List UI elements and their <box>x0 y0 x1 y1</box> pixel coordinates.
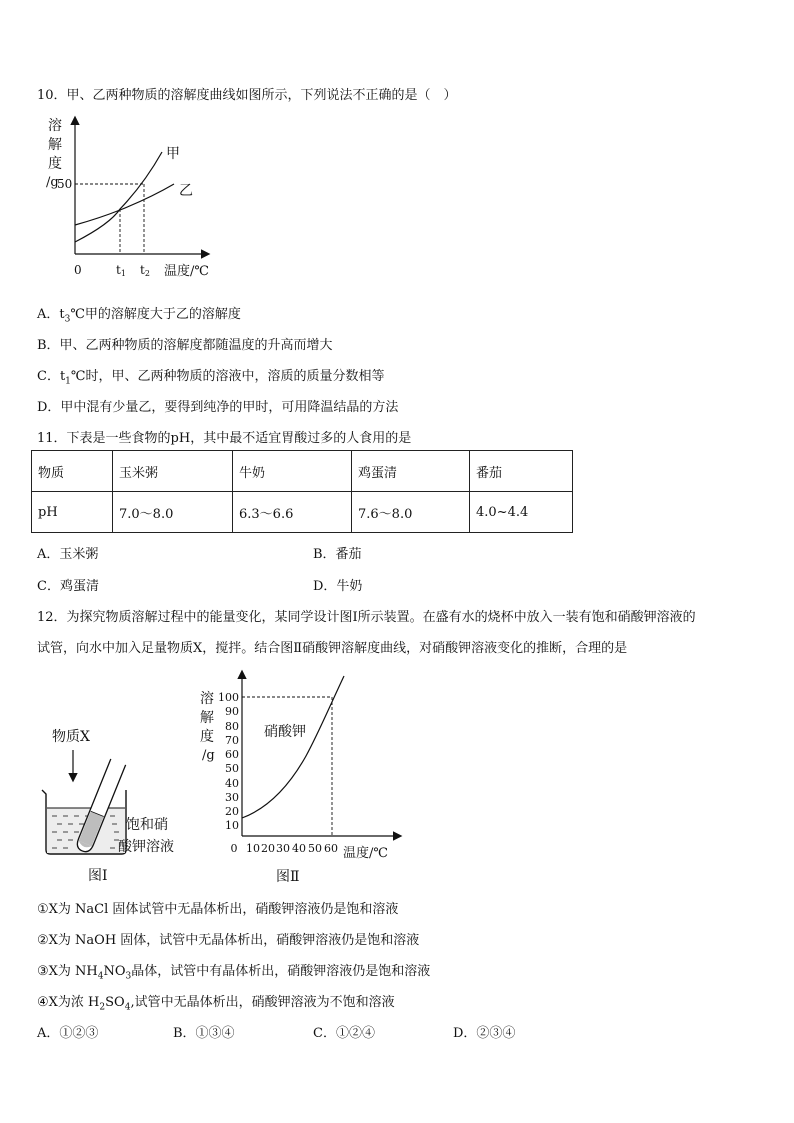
fig2-y-tick: 80 <box>225 720 239 733</box>
fig2-x-tick: 60 <box>324 842 338 855</box>
q10-label-yi: 乙 <box>179 183 193 199</box>
table-cell: 玉米粥 <box>113 451 233 492</box>
q10-solubility-graph <box>40 112 230 284</box>
table-row <box>32 492 573 533</box>
q10-ylabel-4: /g <box>46 175 59 190</box>
q12-figure-2 <box>196 666 406 888</box>
q12-statement-2: ②X为 NaOH 固体，试管中无晶体析出，硝酸钾溶液仍是饱和溶液 <box>37 933 420 948</box>
q10-option-a: A．$t_3℃$甲的溶解度大于乙的溶解度 <box>37 307 241 325</box>
fig2-y-tick: 60 <box>225 748 239 761</box>
q10-ylabel-3: 度 <box>48 156 62 172</box>
q11-option-d: D．牛奶 <box>313 579 363 594</box>
q10-option-b: B．甲、乙两种物质的溶解度都随温度的升高而增大 <box>37 338 333 353</box>
q12-option-d: D．②③④ <box>453 1026 516 1041</box>
fig2-y-tick: 40 <box>225 777 239 790</box>
fig2-x-tick: 40 <box>292 842 306 855</box>
fig2-y-tick: 70 <box>225 734 239 747</box>
q10-option-c: C．$t_1℃$时，甲、乙两种物质的溶液中，溶质的质量分数相等 <box>37 369 385 387</box>
table-cell: 6.3～6.6 <box>233 492 352 533</box>
fig2-ylabel-1: 溶 <box>200 691 214 707</box>
fig2-y-tick: 50 <box>225 762 239 775</box>
fig2-y-tick: 30 <box>225 791 239 804</box>
q12-option-a: A．①②③ <box>37 1026 99 1041</box>
q12-stem-line-2: 试管，向水中加入足量物质X，搅拌。结合图Ⅱ硝酸钾溶解度曲线，对硝酸钾溶液变化的推断，合理的是 <box>37 641 628 656</box>
fig1-solution-label-2: 酸钾溶液 <box>118 839 174 855</box>
q10-ylabel-2: 解 <box>48 137 62 153</box>
fig2-ylabel-2: 解 <box>200 710 214 726</box>
table-cell: 7.0～8.0 <box>113 492 233 533</box>
fig2-x-tick: 0 <box>230 842 238 855</box>
fig2-y-tick: 100 <box>218 691 239 704</box>
ph-table <box>31 450 573 533</box>
fig2-y-tick: 90 <box>225 705 239 718</box>
q10-y-tick-50: 50 <box>57 177 73 191</box>
q10-origin: 0 <box>74 263 82 277</box>
fig2-ylabel-4: /g <box>202 748 215 763</box>
q10-stem: 10．甲、乙两种物质的溶解度曲线如图所示，下列说法不正确的是（ ） <box>37 88 457 103</box>
table-cell: 4.0~4.4 <box>470 492 573 533</box>
fig2-y-tick: 10 <box>225 819 239 832</box>
q11-stem: 11．下表是一些食物的pH，其中最不适宜胃酸过多的人食用的是 <box>37 431 412 446</box>
q11-option-b: B．番茄 <box>313 547 362 562</box>
q12-statement-4: ④X为浓 $H_2SO_4$,试管中无晶体析出，硝酸钾溶液为不饱和溶液 <box>37 995 395 1013</box>
table-row <box>32 451 573 492</box>
q10-xlabel: 温度/℃ <box>164 264 209 279</box>
table-cell: 牛奶 <box>233 451 352 492</box>
fig2-xlabel: 温度/℃ <box>343 846 388 861</box>
fig2-x-tick: 20 <box>261 842 275 855</box>
q10-x-tick-t1: t1 <box>116 263 126 278</box>
table-cell: pH <box>32 492 113 533</box>
table-cell: 番茄 <box>470 451 573 492</box>
q12-option-c: C．①②④ <box>313 1026 375 1041</box>
q10-label-jia: 甲 <box>166 146 180 162</box>
table-cell: 7.6～8.0 <box>352 492 470 533</box>
q12-statement-3: ③X为 $NH_4NO_3$晶体，试管中有晶体析出，硝酸钾溶液仍是饱和溶液 <box>37 964 431 982</box>
q10-option-d: D．甲中混有少量乙，要得到纯净的甲时，可用降温结晶的方法 <box>37 400 399 415</box>
fig2-y-tick: 20 <box>225 805 239 818</box>
q11-option-c: C．鸡蛋清 <box>37 579 99 594</box>
fig1-caption: 图Ⅰ <box>88 868 108 884</box>
table-cell: 鸡蛋清 <box>352 451 470 492</box>
fig2-x-tick: 30 <box>276 842 290 855</box>
q12-figure-1 <box>30 722 200 884</box>
fig2-ylabel-3: 度 <box>200 729 214 745</box>
q12-statement-1: ①X为 NaCl 固体试管中无晶体析出，硝酸钾溶液仍是饱和溶液 <box>37 902 399 917</box>
fig2-x-tick: 10 <box>246 842 260 855</box>
fig2-curve-label: 硝酸钾 <box>264 724 306 740</box>
q10-ylabel-1: 溶 <box>48 118 62 134</box>
q10-x-tick-t2: t2 <box>140 263 150 278</box>
table-cell: 物质 <box>32 451 113 492</box>
q12-option-b: B．①③④ <box>173 1026 235 1041</box>
fig1-substance-label: 物质X <box>52 729 90 745</box>
fig2-x-tick: 50 <box>308 842 322 855</box>
q12-stem-line-1: 12．为探究物质溶解过程中的能量变化，某同学设计图Ⅰ所示装置。在盛有水的烧杯中放入一装有饱和硝酸钾溶液的 <box>37 610 696 625</box>
fig1-solution-label-1: 饱和硝 <box>126 817 168 833</box>
fig2-caption: 图Ⅱ <box>276 869 300 885</box>
q11-option-a: A．玉米粥 <box>37 547 99 562</box>
